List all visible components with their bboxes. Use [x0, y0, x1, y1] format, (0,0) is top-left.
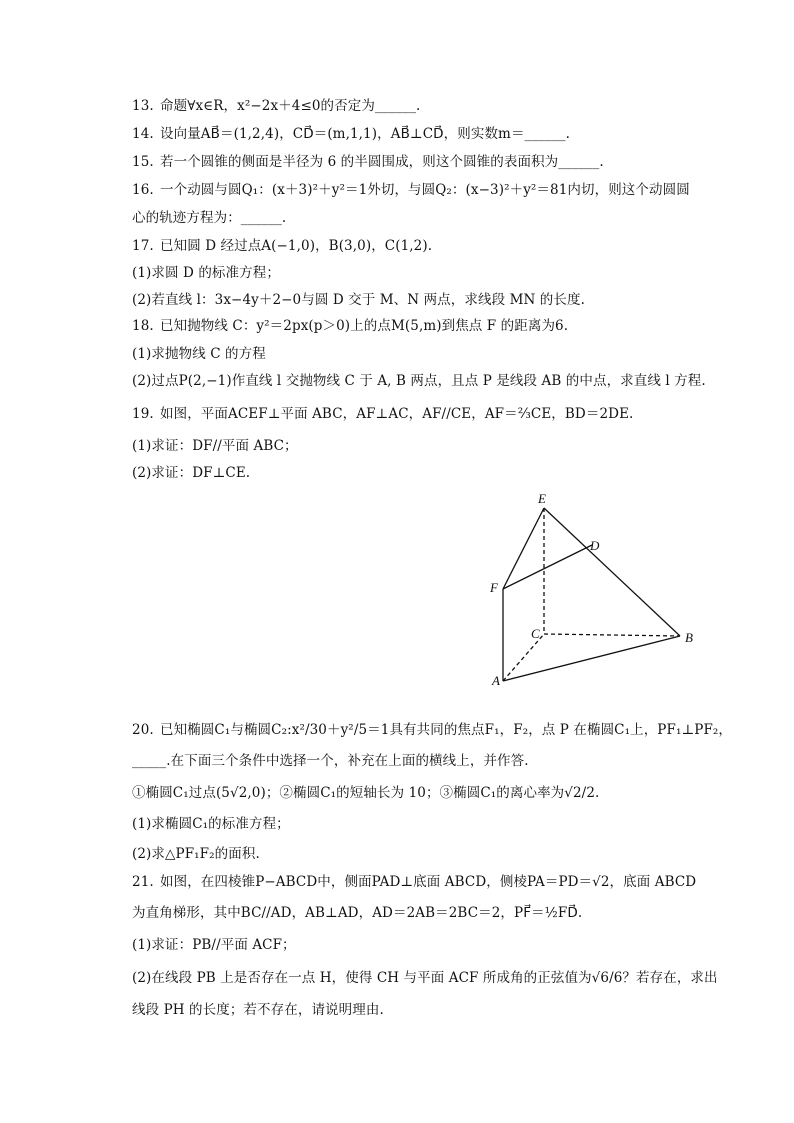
- q14-line: [132, 124, 570, 144]
- line-text: 线段 PH 的长度；若不存在，请说明理由.: [132, 1002, 384, 1018]
- q19-line: [132, 404, 633, 424]
- label-D: D: [590, 538, 600, 553]
- q13-line: [132, 96, 420, 116]
- label-A: A: [492, 673, 500, 688]
- line-text: 若一个圆锥的侧面是半径为 6 的半圆围成，则这个圆锥的表面积为______.: [160, 154, 604, 170]
- q20-conditions: [132, 783, 599, 803]
- q17-part-1: [132, 263, 280, 283]
- line-number: 15.: [132, 154, 154, 170]
- q21-line-2: [132, 903, 582, 923]
- edge-FE: [503, 508, 544, 589]
- edge-EB: [544, 508, 680, 636]
- q19-part-1: [132, 436, 298, 456]
- line-text: (2)在线段 PB 上是否存在一点 H，使得 CH 与平面 ACF 所成角的正弦值为√6/6？若存在，求出: [132, 970, 718, 986]
- line-number: 18.: [132, 318, 154, 334]
- q18-part-1: [132, 344, 266, 364]
- q20-line: [132, 720, 732, 740]
- line-text: (1)求抛物线 C 的方程: [132, 346, 266, 362]
- q21-part-2: [132, 968, 718, 988]
- label-C: C: [531, 626, 540, 641]
- line-text: (1)求圆 D 的标准方程；: [132, 265, 280, 281]
- q15-line: [132, 152, 604, 172]
- label-F: F: [490, 580, 498, 595]
- q20-part-1: [132, 814, 290, 834]
- q20-line-2: [132, 751, 529, 771]
- q17-line: [132, 236, 432, 256]
- line-text: 设向量AB⃗＝(1,2,4)，CD⃗＝(m,1,1)，AB⃗⊥CD⃗，则实数m＝______.: [160, 126, 571, 142]
- line-text: (1)求证：DF//平面 ABC；: [132, 438, 298, 454]
- line-text: (2)求△PF₁F₂的面积.: [132, 846, 260, 862]
- line-text: 已知抛物线 C：y²＝2px(p＞0)上的点M(5,m)到焦点 F 的距离为6.: [160, 318, 569, 334]
- q21-part-2-cont: [132, 1000, 384, 1020]
- q16-line: [132, 180, 690, 200]
- line-text: (2)若直线 l：3x−4y＋2−0与圆 D 交于 M、N 两点，求线段 MN 的长度.: [132, 292, 585, 308]
- line-number: 14.: [132, 126, 154, 142]
- q16-line-2: [132, 208, 286, 228]
- line-number: 20.: [132, 722, 154, 738]
- line-text: 如图，在四棱锥P−ABCD中，侧面PAD⊥底面 ABCD，侧棱PA＝PD＝√2，底面 ABCD: [160, 874, 697, 890]
- line-text: 命题∀x∈R，x²−2x＋4≤0的否定为______.: [160, 98, 421, 114]
- line-number: 17.: [132, 238, 154, 254]
- label-E: E: [538, 491, 546, 506]
- line-text: 为直角梯形，其中BC//AD，AB⊥AD，AD＝2AB＝2BC＝2，PF⃗＝½FD⃗.: [132, 905, 583, 921]
- q20-part-2: [132, 844, 260, 864]
- line-number: 13.: [132, 98, 154, 114]
- line-number: 16.: [132, 182, 154, 198]
- geometry-figure: [480, 486, 710, 692]
- q18-line: [132, 316, 568, 336]
- line-text: (2)求证：DF⊥CE.: [132, 465, 251, 481]
- line-number: 21.: [132, 874, 154, 890]
- line-text: 已知椭圆C₁与椭圆C₂:x²/30＋y²/5＝1具有共同的焦点F₁，F₂，点 P 在椭圆C₁上，PF₁⊥PF₂，: [160, 722, 733, 738]
- line-text: (1)求证：PB//平面 ACF；: [132, 937, 296, 953]
- line-text: 如图，平面ACEF⊥平面 ABC，AF⊥AC，AF//CE，AF＝⅔CE，BD＝2DE.: [160, 406, 634, 422]
- edge-AC-hidden: [503, 634, 544, 681]
- line-text: _____.在下面三个条件中选择一个，补充在上面的横线上，并作答.: [132, 753, 529, 769]
- line-text: 一个动圆与圆Q₁：(x＋3)²＋y²＝1外切，与圆Q₂：(x−3)²＋y²＝81内切，则这个动圆圆: [160, 182, 690, 198]
- line-number: 19.: [132, 406, 154, 422]
- line-text: ①椭圆C₁过点(5√2,0)；②椭圆C₁的短轴长为 10；③椭圆C₁的离心率为√2/2.: [132, 785, 600, 801]
- line-text: (2)过点P(2,−1)作直线 l 交抛物线 C 于 A, B 两点，且点 P 是线段 AB 的中点，求直线 l 方程.: [132, 373, 706, 389]
- q21-line: [132, 872, 696, 892]
- line-text: 已知圆 D 经过点A(−1,0)，B(3,0)，C(1,2).: [160, 238, 433, 254]
- q18-part-2: [132, 371, 706, 391]
- q21-part-1: [132, 935, 296, 955]
- line-text: 心的轨迹方程为：______.: [132, 210, 287, 226]
- label-B: B: [685, 630, 693, 645]
- q17-part-2: [132, 290, 585, 310]
- line-text: (1)求椭圆C₁的标准方程；: [132, 816, 290, 832]
- edge-FD: [503, 545, 592, 589]
- edge-AB: [503, 636, 680, 681]
- edge-CB-hidden: [544, 634, 680, 636]
- q19-part-2: [132, 463, 250, 483]
